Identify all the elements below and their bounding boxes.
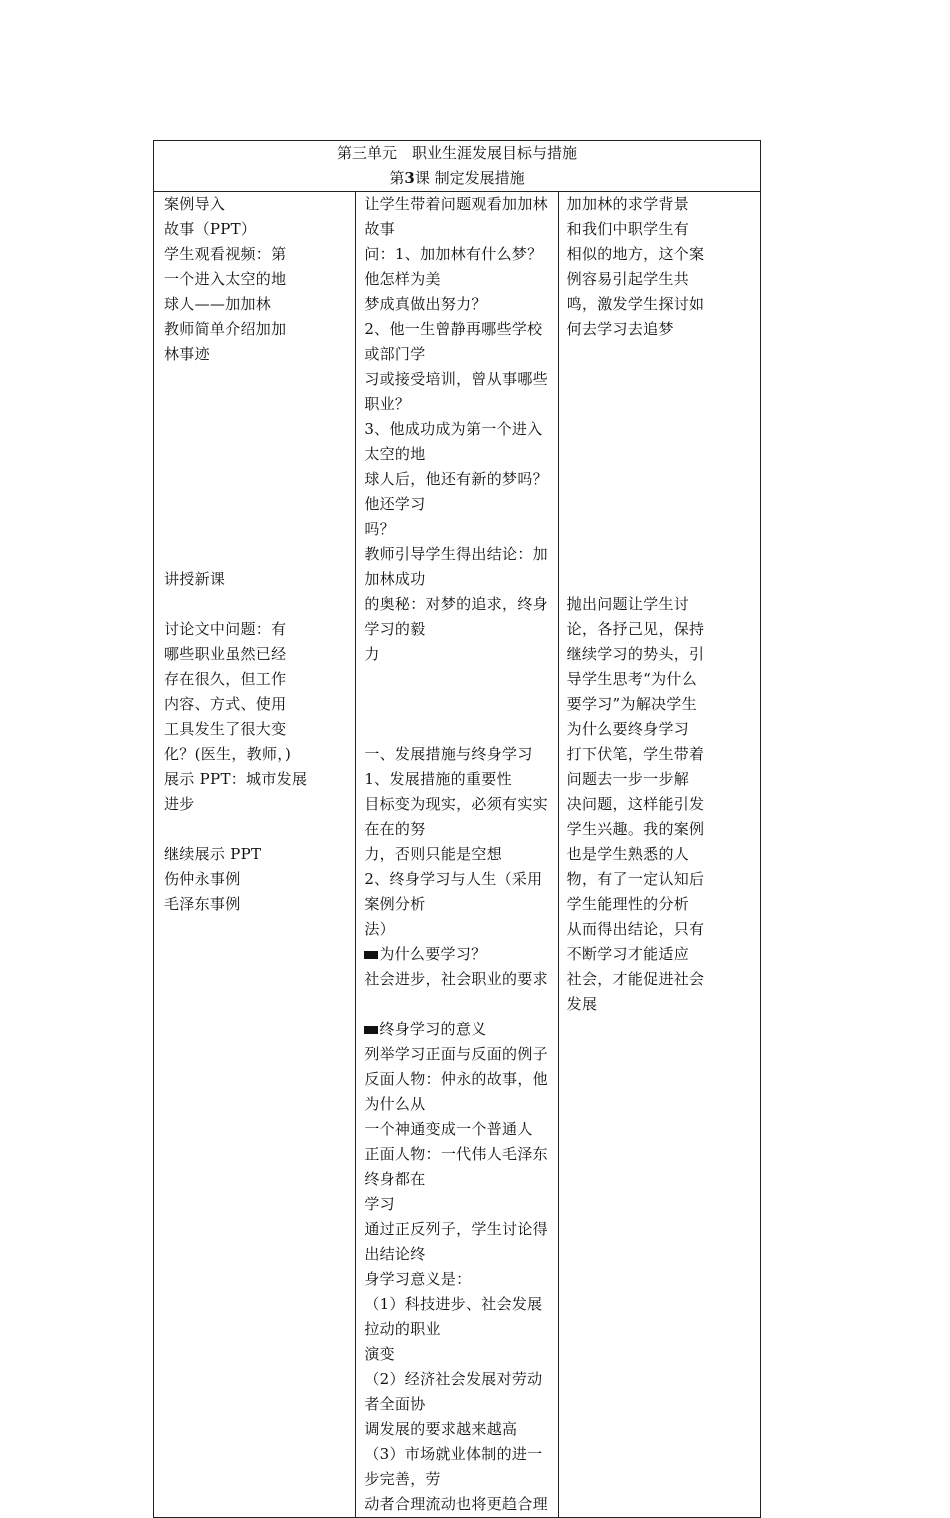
lesson-title: 第3课 制定发展措施 <box>389 169 525 187</box>
text-line: 教师简单介绍加加 <box>164 320 287 338</box>
text-line: 2、终身学习与人生（采用案例分析 <box>364 870 543 913</box>
text-line: 不断学习才能适应 <box>566 945 690 963</box>
text-line: 继续学习的势头，引 <box>566 645 705 663</box>
text-line: 习或接受培训，曾从事哪些职业？ <box>364 370 548 413</box>
text-line: 进步 <box>164 795 195 813</box>
text-line: （3）市场就业体制的进一步完善，劳 <box>364 1445 543 1488</box>
text-line: 力，否则只能是空想 <box>364 845 503 863</box>
unit-title: 第三单元 职业生涯发展目标与措施 <box>336 144 577 162</box>
text-line: 通过正反列子，学生讨论得出结论终 <box>364 1220 548 1263</box>
table-body-row <box>154 192 761 1518</box>
text-line: 正面人物：一代伟人毛泽东终身都在 <box>364 1145 548 1188</box>
text-line: 展示 PPT：城市发展 <box>164 770 308 788</box>
text-line: 伤仲永事例 <box>164 870 241 888</box>
text-line: 演变 <box>364 1345 395 1363</box>
text-line: 球人后，他还有新的梦吗？他还学习 <box>364 470 548 513</box>
text-line: 从而得出结论，只有 <box>566 920 705 938</box>
text-line: 球人——加加林 <box>164 295 272 313</box>
text-line: 存在很久，但工作 <box>164 670 287 688</box>
text-line: 2、他一生曾静再哪些学校或部门学 <box>364 320 543 363</box>
text-line: 社会进步，社会职业的要求 <box>364 970 548 988</box>
square-bullet-icon <box>364 1026 378 1034</box>
text-line: 也是学生熟悉的人 <box>566 845 690 863</box>
text-line: 一、发展措施与终身学习 <box>364 745 533 763</box>
text-line: 抛出问题让学生讨 <box>566 595 690 613</box>
question-why-learn: 为什么要学习？ <box>364 942 549 967</box>
text-line: 的奥秘：对梦的追求，终身学习的毅 <box>364 595 548 638</box>
lifelong-learning-heading: 终身学习的意义 <box>364 1017 549 1042</box>
text-line: 化？(医生，教师，) <box>164 745 292 763</box>
case-intro-block <box>164 192 347 367</box>
text-line: 和我们中职学生有 <box>566 220 690 238</box>
text-line: 一个神通变成一个普通人 <box>364 1120 533 1138</box>
discussion-intent-block <box>567 592 752 1017</box>
lesson-plan-table <box>153 140 761 1518</box>
text-line: 列举学习正面与反面的例子 <box>364 1045 548 1063</box>
text-line: 学生能理性的分析 <box>566 895 690 913</box>
text-line: 加加林的求学背景 <box>566 195 690 213</box>
text-line: 让学生带着问题观看加加林故事 <box>364 195 548 238</box>
text-line: 林事迹 <box>164 345 210 363</box>
text-line: 工具发生了很大变 <box>164 720 287 738</box>
table-header-row <box>154 141 761 192</box>
case-intent-block <box>567 192 752 342</box>
text-line: 学习 <box>364 1195 395 1213</box>
design-intent-column <box>558 192 760 1518</box>
text-line: 反面人物：仲永的故事，他为什么从 <box>364 1070 548 1113</box>
text-line: 学生观看视频：第 <box>164 245 287 263</box>
text-line: 毛泽东事例 <box>164 895 241 913</box>
text-line: 论，各抒己见，保持 <box>566 620 705 638</box>
content-column <box>356 192 558 1518</box>
discussion-block <box>164 617 347 817</box>
text-line: 力 <box>364 645 380 663</box>
text-line: 动者合理流动也将更趋合理 <box>364 1495 548 1513</box>
text-line: 故事（PPT） <box>164 220 257 238</box>
text-line: （1）科技进步、社会发展拉动的职业 <box>364 1295 543 1338</box>
text-line: 调发展的要求越来越高 <box>364 1420 518 1438</box>
text-line: 哪些职业虽然已经 <box>164 645 287 663</box>
text-line: 例容易引起学生共 <box>566 270 690 288</box>
text-line: （2）经济社会发展对劳动者全面协 <box>364 1370 543 1413</box>
text-line: 打下伏笔，学生带着 <box>566 745 705 763</box>
new-lesson-label: 讲授新课 <box>164 570 226 588</box>
development-measures-block <box>364 742 549 942</box>
activity-column <box>154 192 356 1518</box>
table-header <box>154 141 761 192</box>
square-bullet-icon <box>364 951 378 959</box>
text-line: 为什么要终身学习 <box>566 720 690 738</box>
text-line: 教师引导学生得出结论：加加林成功 <box>364 545 548 588</box>
text-line: 目标变为现实，必须有实实在在的努 <box>364 795 548 838</box>
text-line: 继续展示 PPT <box>164 845 262 863</box>
text-line: 问题去一步一步解 <box>566 770 690 788</box>
text-line: 发展 <box>566 995 598 1013</box>
text-line: 讨论文中问题：有 <box>164 620 287 638</box>
text-line: 要学习”为解决学生 <box>566 695 698 713</box>
story-questions-block <box>364 192 549 667</box>
text-line: 梦成真做出努力？ <box>364 295 487 313</box>
text-line: 何去学习去追梦 <box>566 320 674 338</box>
text-line: 社会，才能促进社会 <box>566 970 705 988</box>
ppt-examples-block <box>164 842 347 917</box>
text-line: 学生兴趣。我的案例 <box>566 820 705 838</box>
text-line: 身学习意义是： <box>364 1270 472 1288</box>
text-line: 3、他成功成为第一个进入太空的地 <box>364 420 543 463</box>
text-line: 内容、方式、使用 <box>164 695 287 713</box>
lifelong-learning-block <box>364 1042 549 1517</box>
text-line: 决问题，这样能引发 <box>566 795 705 813</box>
text-line: 导学生思考“为什么 <box>566 670 698 688</box>
text-line: 法） <box>364 920 395 938</box>
text-line: 鸣，激发学生探讨如 <box>566 295 705 313</box>
text-line: 一个进入太空的地 <box>164 270 287 288</box>
text-line: 1、发展措施的重要性 <box>364 770 512 788</box>
text-line: 案例导入 <box>164 195 226 213</box>
text-line: 物，有了一定认知后 <box>566 870 705 888</box>
text-line: 相似的地方，这个案 <box>566 245 705 263</box>
text-line: 问：1、加加林有什么梦？他怎样为美 <box>364 245 543 288</box>
text-line: 吗？ <box>364 520 395 538</box>
